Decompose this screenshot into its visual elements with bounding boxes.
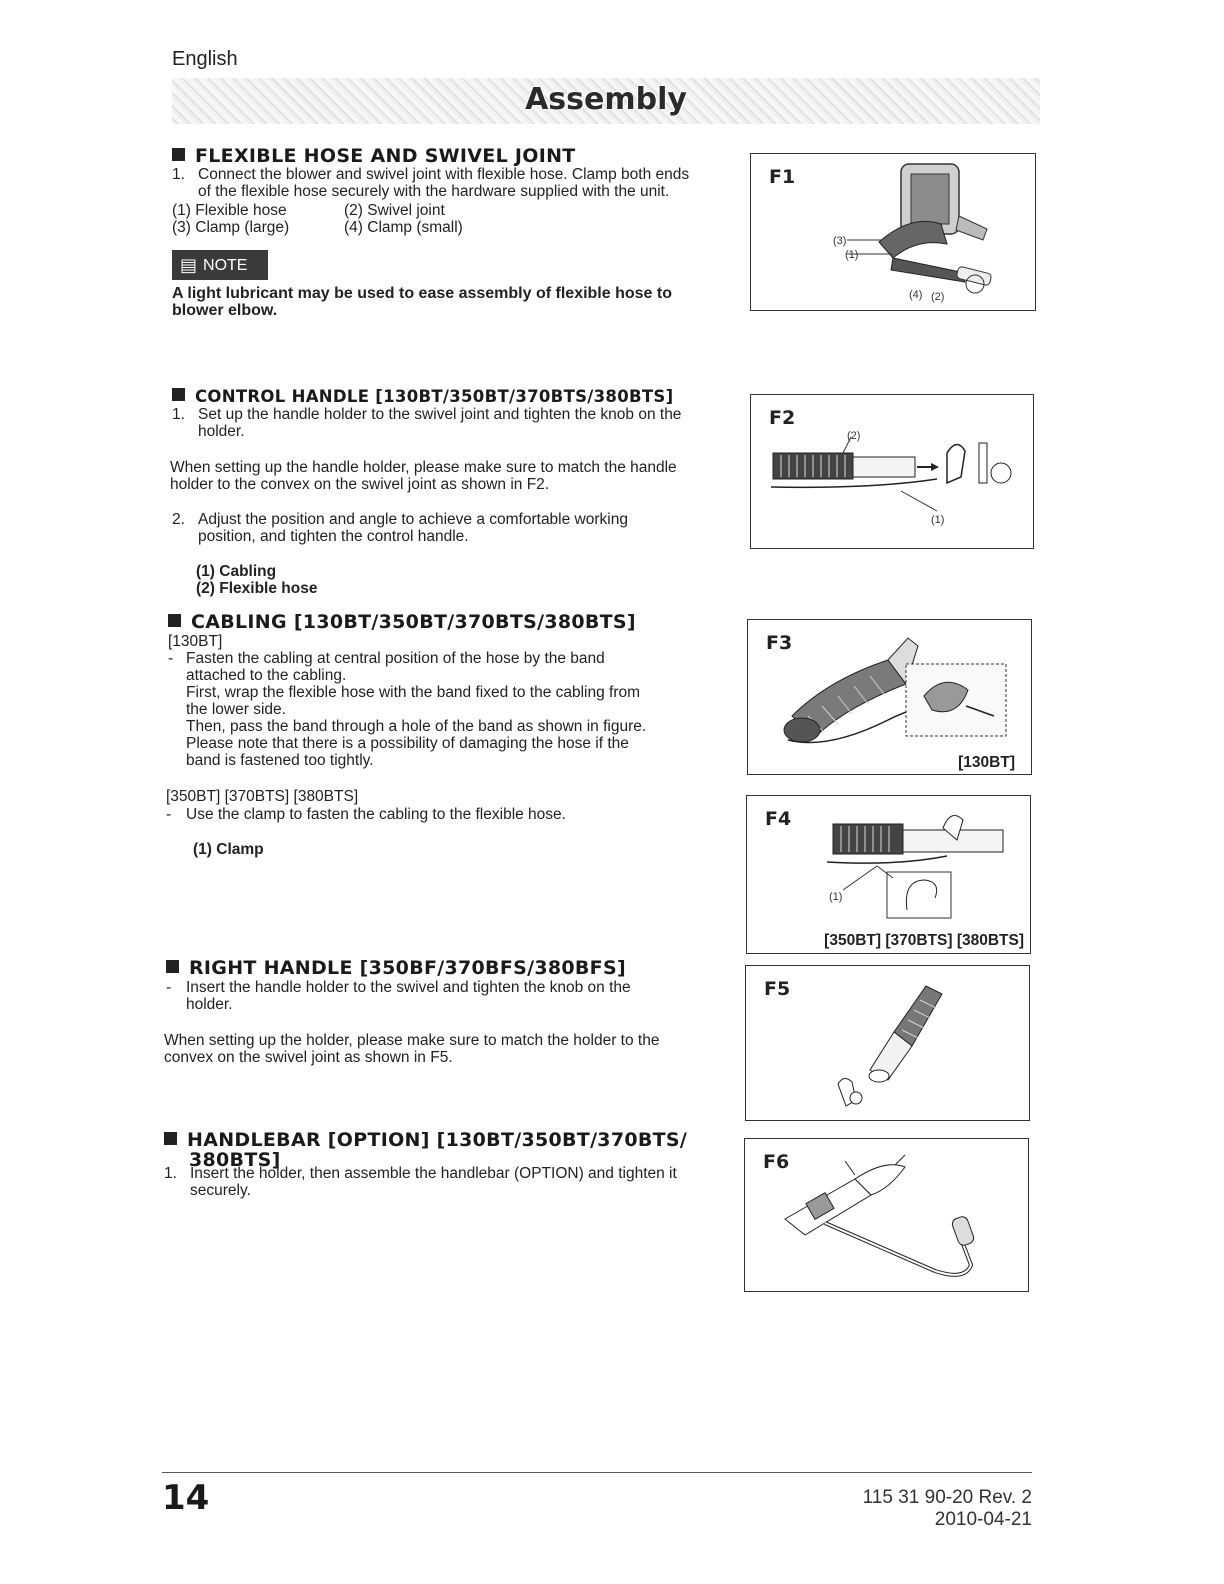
- page-number: 14: [162, 1478, 210, 1518]
- control-step-1: 1. Set up the handle holder to the swivel joint and tighten the knob on the holder.: [172, 406, 682, 440]
- figure-caption: [350BT] [370BTS] [380BTS]: [824, 932, 1024, 949]
- figure-f6: [744, 1138, 1029, 1292]
- note-text: A light lubricant may be used to ease assembly of flexible hose to blower elbow.: [172, 285, 672, 319]
- right-handle-instruction: - Insert the handle holder to the swivel and tighten the knob on the holder.: [166, 979, 631, 1013]
- figure-caption: [130BT]: [958, 754, 1015, 771]
- figure-f3: [747, 619, 1032, 775]
- cabling-clamp-instruction: - Use the clamp to fasten the cabling to the flexible hose.: [166, 806, 566, 823]
- figure-f5: [745, 965, 1030, 1121]
- handlebar-step-1: 1. Insert the holder, then assemble the handlebar (OPTION) and tighten it securely.: [164, 1165, 677, 1199]
- svg-text:(4): (4): [909, 289, 923, 301]
- cabling-legend: (1) Clamp: [193, 841, 264, 858]
- cabling-subheading-350bt: [350BT] [370BTS] [380BTS]: [166, 788, 359, 805]
- right-handle-illustration: [746, 966, 1029, 1120]
- bullet-square-icon: [172, 148, 185, 161]
- figure-label: F4: [765, 808, 792, 830]
- document-reference: 115 31 90-20 Rev. 2 2010-04-21: [862, 1487, 1032, 1530]
- cabling-instructions: - Fasten the cabling at central position of the hose by the band attached to the cabling. First, wrap the flexible hose with the band fixed to the cabling from the lower side. Then, pass the band through a hole of the band as shown in figure. Please note that there is a possibility of damaging the hose if the band is fastened too tightly.: [168, 650, 647, 769]
- figure-label: F3: [766, 632, 793, 654]
- figure-f2: [750, 394, 1034, 549]
- svg-text:(1): (1): [931, 514, 945, 526]
- blower-backpack-illustration: [751, 154, 1035, 310]
- control-paragraph: When setting up the handle holder, please make sure to match the handle holder to the convex on the swivel joint as shown in F2.: [170, 459, 677, 493]
- figure-label: F5: [764, 978, 791, 1000]
- section-heading-control-handle: CONTROL HANDLE [130BT/350BT/370BTS/380BTS]: [172, 387, 673, 407]
- bullet-square-icon: [168, 614, 181, 627]
- svg-text:(2): (2): [847, 430, 861, 442]
- note-badge: ▤ NOTE: [172, 250, 268, 280]
- hose-parts-list: (1) Flexible hose (2) Swivel joint (3) Clamp (large) (4) Clamp (small): [172, 202, 463, 236]
- figure-label: F1: [769, 166, 796, 188]
- note-icon: ▤: [180, 255, 198, 275]
- section-heading-right-handle: RIGHT HANDLE [350BF/370BFS/380BFS]: [166, 958, 626, 978]
- section-heading-hose: FLEXIBLE HOSE AND SWIVEL JOINT: [172, 146, 576, 166]
- section-heading-handlebar: HANDLEBAR [OPTION] [130BT/350BT/370BTS/ 380BTS]: [164, 1130, 687, 1170]
- bullet-square-icon: [164, 1132, 177, 1145]
- figure-f4: [746, 795, 1031, 954]
- bullet-square-icon: [166, 960, 179, 973]
- figure-label: F2: [769, 407, 796, 429]
- section-heading-cabling: CABLING [130BT/350BT/370BTS/380BTS]: [168, 612, 636, 632]
- svg-text:(3): (3): [833, 235, 847, 247]
- cabling-clamp-illustration: [747, 796, 1030, 953]
- page-title: Assembly: [525, 82, 687, 117]
- bullet-square-icon: [172, 388, 185, 401]
- cabling-band-illustration: [748, 620, 1031, 774]
- handlebar-illustration: [745, 1139, 1028, 1291]
- control-legend: (1) Cabling (2) Flexible hose: [196, 563, 318, 597]
- control-handle-illustration: [751, 395, 1033, 548]
- svg-text:(1): (1): [845, 249, 859, 261]
- figure-f1: [750, 153, 1036, 311]
- footer-divider: [162, 1472, 1032, 1473]
- cabling-subheading-130bt: [130BT]: [168, 633, 223, 650]
- svg-text:(2): (2): [931, 291, 945, 303]
- right-handle-paragraph: When setting up the holder, please make sure to match the holder to the convex on the swivel joint as shown in F5.: [164, 1032, 660, 1066]
- svg-text:(1): (1): [829, 891, 843, 903]
- hose-step-1: 1. Connect the blower and swivel joint with flexible hose. Clamp both ends of the flexible hose securely with the hardware supplied with the unit.: [172, 166, 690, 200]
- section-banner: [172, 78, 1040, 124]
- language-label: English: [172, 48, 238, 70]
- figure-label: F6: [763, 1151, 790, 1173]
- control-step-2: 2. Adjust the position and angle to achieve a comfortable working position, and tighten the control handle.: [172, 511, 628, 545]
